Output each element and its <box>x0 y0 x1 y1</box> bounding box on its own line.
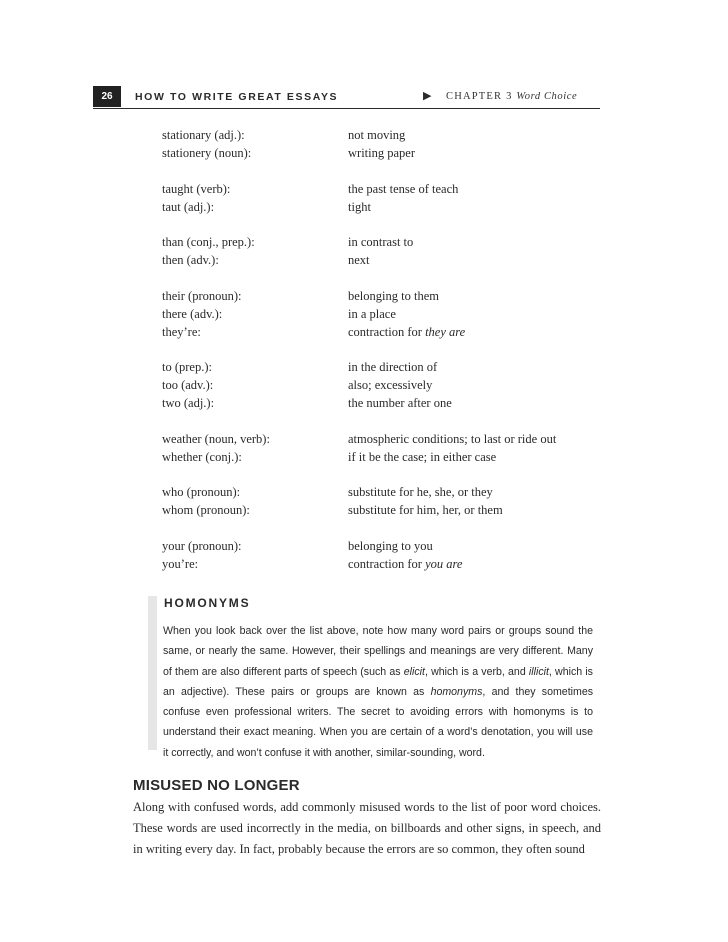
word-term: who (pronoun): <box>162 485 241 499</box>
page-number: 26 <box>93 86 121 107</box>
word-row <box>162 376 602 394</box>
definition-text: in the direction of <box>348 360 438 374</box>
word-definition <box>348 251 370 269</box>
definition-text: next <box>348 253 370 267</box>
word-definition <box>348 358 437 376</box>
word-definition <box>348 305 396 323</box>
homonyms-sidebar <box>148 596 602 759</box>
definition-italic: you are <box>425 556 463 571</box>
definition-text: in a place <box>348 306 396 321</box>
word-group <box>162 430 602 466</box>
book-title: HOW TO WRITE GREAT ESSAYS <box>135 91 339 103</box>
section-heading: MISUSED NO LONGER <box>133 777 300 794</box>
word-definition <box>348 501 503 519</box>
word-row <box>162 394 602 412</box>
word-row <box>162 287 602 305</box>
word-row <box>162 448 602 466</box>
word-definition <box>348 430 556 448</box>
word-term: there (adv.): <box>162 306 223 321</box>
sidebar-text: , which is an adjective). These pairs or groups are known as <box>163 665 593 698</box>
confused-words-list <box>162 126 602 590</box>
chapter-label: CHAPTER 3 <box>446 91 513 102</box>
word-group <box>162 358 602 412</box>
definition-text: also; excessively <box>348 378 433 392</box>
word-definition <box>348 233 413 251</box>
word-row <box>162 483 602 501</box>
definition-text: atmospheric conditions; to last or ride out <box>348 431 557 446</box>
word-term: taut (adj.): <box>162 199 215 214</box>
word-group <box>162 483 602 519</box>
word-definition <box>348 144 415 162</box>
word-row <box>162 198 602 216</box>
word-term: too (adv.): <box>162 378 214 392</box>
definition-text: the past tense of teach <box>348 181 459 196</box>
word-row <box>162 126 602 144</box>
word-row <box>162 430 602 448</box>
word-term: whom (pronoun): <box>162 503 250 517</box>
word-group <box>162 180 602 216</box>
word-term: you’re: <box>162 556 199 571</box>
definition-text: substitute for him, her, or them <box>348 503 503 517</box>
word-term: taught (verb): <box>162 181 231 196</box>
word-row <box>162 537 602 555</box>
definition-text: tight <box>348 199 371 214</box>
sidebar-italic-term: homonyms <box>430 685 483 698</box>
word-definition <box>348 126 405 144</box>
running-header <box>93 86 600 109</box>
definition-text: contraction for <box>348 324 426 339</box>
sidebar-text: When you look back over the list above, note how many word pairs or groups sound the same, or nearly the same. However, their spellings and meanings are very different. Many of them are also different parts of speech (such as <box>163 625 593 678</box>
word-definition <box>348 483 493 501</box>
section-body: Along with confused words, add commonly misused words to the list of poor word choices. These words are used incorrectly in the media, on billboards and other signs, in speech, and in writing every day. In fact, probably because the errors are so common, they often sound <box>133 800 601 856</box>
definition-text: belonging to them <box>348 288 439 303</box>
chapter-title <box>446 91 577 103</box>
word-row <box>162 323 602 341</box>
word-term: they’re: <box>162 324 201 339</box>
word-term: to (prep.): <box>162 360 212 374</box>
word-group <box>162 537 602 573</box>
word-row <box>162 251 602 269</box>
word-row <box>162 555 602 573</box>
word-row <box>162 233 602 251</box>
definition-text: contraction for <box>348 556 426 571</box>
sidebar-text: , which is a verb, and <box>424 665 529 678</box>
word-definition <box>348 555 462 573</box>
definition-text: substitute for he, she, or they <box>348 485 493 499</box>
sidebar-title: HOMONYMS <box>164 596 251 610</box>
word-row <box>162 305 602 323</box>
word-definition <box>348 537 433 555</box>
chapter-name: Word Choice <box>516 91 578 102</box>
word-term: then (adv.): <box>162 253 219 267</box>
word-group <box>162 287 602 341</box>
word-row <box>162 180 602 198</box>
word-definition <box>348 287 439 305</box>
word-term: stationery (noun): <box>162 146 252 160</box>
word-term: two (adj.): <box>162 396 215 410</box>
definition-italic: they are <box>425 324 466 339</box>
definition-text: the number after one <box>348 396 452 410</box>
word-definition <box>348 448 496 466</box>
sidebar-italic-term: elicit <box>403 665 425 678</box>
sidebar-text: , and they sometimes confuse even professional writers. The secret to avoiding errors with homonyms is to understand their exact meaning. When you are certain of a word’s denotation, you will use it correctly, and won’t confuse it with another, similar-sounding, word. <box>163 685 594 759</box>
definition-text: writing paper <box>348 146 415 160</box>
sidebar-italic-term: illicit <box>528 665 549 678</box>
word-term: your (pronoun): <box>162 538 242 553</box>
word-definition <box>348 198 371 216</box>
word-term: than (conj., prep.): <box>162 235 255 249</box>
word-definition <box>348 376 432 394</box>
word-definition <box>348 394 452 412</box>
word-definition <box>348 323 465 341</box>
word-row <box>162 358 602 376</box>
definition-text: belonging to you <box>348 538 433 553</box>
word-term: weather (noun, verb): <box>162 431 270 446</box>
definition-text: in contrast to <box>348 235 414 249</box>
word-term: whether (conj.): <box>162 449 242 464</box>
word-term: stationary (adj.): <box>162 128 245 142</box>
word-group <box>162 233 602 269</box>
separator-arrow-icon: ▶ <box>423 89 432 102</box>
word-row <box>162 501 602 519</box>
definition-text: not moving <box>348 128 406 142</box>
word-group <box>162 126 602 162</box>
word-row <box>162 144 602 162</box>
sidebar-body <box>163 621 593 763</box>
definition-text: if it be the case; in either case <box>348 449 497 464</box>
word-term: their (pronoun): <box>162 288 242 303</box>
word-definition <box>348 180 458 198</box>
